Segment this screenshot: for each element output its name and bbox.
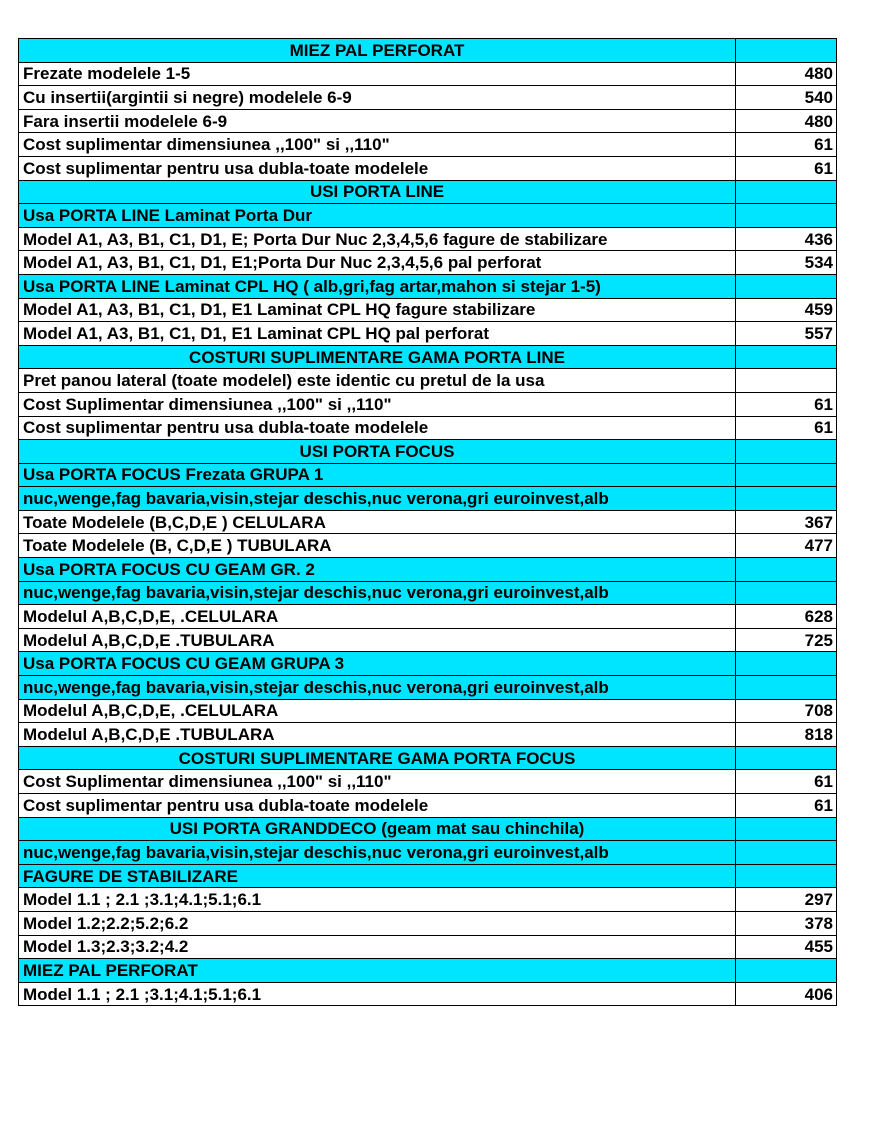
price-row xyxy=(19,416,837,440)
price-row xyxy=(19,935,837,959)
item-description: Frezate modelele 1-5 xyxy=(19,62,736,86)
item-price xyxy=(736,274,837,298)
price-row xyxy=(19,86,837,110)
section-title: USI PORTA GRANDDECO (geam mat sau chinchila) xyxy=(19,817,736,841)
item-price xyxy=(736,558,837,582)
item-price xyxy=(736,581,837,605)
subsection-row xyxy=(19,676,837,700)
price-row xyxy=(19,298,837,322)
item-price: 406 xyxy=(736,982,837,1006)
item-price xyxy=(736,746,837,770)
item-price xyxy=(736,864,837,888)
price-row xyxy=(19,794,837,818)
item-price xyxy=(736,676,837,700)
section-title: nuc,wenge,fag bavaria,visin,stejar deschis,nuc verona,gri euroinvest,alb xyxy=(19,676,736,700)
price-row xyxy=(19,699,837,723)
section-title: FAGURE DE STABILIZARE xyxy=(19,864,736,888)
subsection-row xyxy=(19,487,837,511)
section-title: Usa PORTA LINE Laminat Porta Dur xyxy=(19,204,736,228)
item-price: 725 xyxy=(736,628,837,652)
subsection-row xyxy=(19,558,837,582)
subsection-row xyxy=(19,864,837,888)
section-header-row xyxy=(19,180,837,204)
item-description: Modelul A,B,C,D,E, .CELULARA xyxy=(19,699,736,723)
item-description: Toate Modelele (B, C,D,E ) TUBULARA xyxy=(19,534,736,558)
section-title: USI PORTA LINE xyxy=(19,180,736,204)
item-price: 628 xyxy=(736,605,837,629)
subsection-row xyxy=(19,652,837,676)
item-price: 378 xyxy=(736,911,837,935)
price-row xyxy=(19,251,837,275)
subsection-row xyxy=(19,463,837,487)
section-header-row xyxy=(19,39,837,63)
item-description: Modelul A,B,C,D,E .TUBULARA xyxy=(19,723,736,747)
item-description: Model A1, A3, B1, C1, D1, E1 Laminat CPL HQ fagure stabilizare xyxy=(19,298,736,322)
section-title: COSTURI SUPLIMENTARE GAMA PORTA FOCUS xyxy=(19,746,736,770)
item-price: 61 xyxy=(736,156,837,180)
item-description: Cost suplimentar pentru usa dubla-toate modelele xyxy=(19,156,736,180)
item-price: 61 xyxy=(736,416,837,440)
section-title: nuc,wenge,fag bavaria,visin,stejar deschis,nuc verona,gri euroinvest,alb xyxy=(19,581,736,605)
item-price: 480 xyxy=(736,109,837,133)
item-description: Model 1.3;2.3;3.2;4.2 xyxy=(19,935,736,959)
item-description: Model 1.1 ; 2.1 ;3.1;4.1;5.1;6.1 xyxy=(19,982,736,1006)
table-body xyxy=(19,39,837,1006)
section-title: USI PORTA FOCUS xyxy=(19,440,736,464)
item-price xyxy=(736,180,837,204)
item-description: Toate Modelele (B,C,D,E ) CELULARA xyxy=(19,510,736,534)
item-price xyxy=(736,440,837,464)
price-row xyxy=(19,133,837,157)
section-header-row xyxy=(19,440,837,464)
item-description: Fara insertii modelele 6-9 xyxy=(19,109,736,133)
section-header-row xyxy=(19,817,837,841)
subsection-row xyxy=(19,204,837,228)
item-description: Model A1, A3, B1, C1, D1, E; Porta Dur Nuc 2,3,4,5,6 fagure de stabilizare xyxy=(19,227,736,251)
item-price: 557 xyxy=(736,322,837,346)
price-row xyxy=(19,156,837,180)
price-row xyxy=(19,392,837,416)
section-title: Usa PORTA FOCUS CU GEAM GR. 2 xyxy=(19,558,736,582)
price-row xyxy=(19,605,837,629)
item-description: Cu insertii(argintii si negre) modelele 6-9 xyxy=(19,86,736,110)
section-header-row xyxy=(19,345,837,369)
section-title: Usa PORTA FOCUS Frezata GRUPA 1 xyxy=(19,463,736,487)
item-description: Model A1, A3, B1, C1, D1, E1;Porta Dur Nuc 2,3,4,5,6 pal perforat xyxy=(19,251,736,275)
item-price xyxy=(736,652,837,676)
item-price: 459 xyxy=(736,298,837,322)
price-row xyxy=(19,510,837,534)
subsection-row xyxy=(19,841,837,865)
price-row xyxy=(19,62,837,86)
subsection-row xyxy=(19,959,837,983)
section-header-row xyxy=(19,746,837,770)
item-description: Pret panou lateral (toate modelel) este identic cu pretul de la usa xyxy=(19,369,736,393)
price-row xyxy=(19,109,837,133)
item-price xyxy=(736,841,837,865)
subsection-row xyxy=(19,581,837,605)
section-title: Usa PORTA LINE Laminat CPL HQ ( alb,gri,fag artar,mahon si stejar 1-5) xyxy=(19,274,736,298)
item-price xyxy=(736,369,837,393)
item-description: Cost suplimentar dimensiunea ,,100" si ,,110" xyxy=(19,133,736,157)
price-table xyxy=(18,38,837,1006)
section-title: MIEZ PAL PERFORAT xyxy=(19,959,736,983)
item-description: Cost Suplimentar dimensiunea ,,100" si ,,110" xyxy=(19,770,736,794)
item-price: 708 xyxy=(736,699,837,723)
price-row xyxy=(19,982,837,1006)
section-title: MIEZ PAL PERFORAT xyxy=(19,39,736,63)
price-row xyxy=(19,770,837,794)
price-row xyxy=(19,628,837,652)
item-price xyxy=(736,463,837,487)
subsection-row xyxy=(19,274,837,298)
item-price: 61 xyxy=(736,392,837,416)
item-price: 534 xyxy=(736,251,837,275)
item-price xyxy=(736,959,837,983)
item-description: Cost Suplimentar dimensiunea ,,100" si ,,110" xyxy=(19,392,736,416)
item-price: 540 xyxy=(736,86,837,110)
item-price: 436 xyxy=(736,227,837,251)
item-description: Modelul A,B,C,D,E .TUBULARA xyxy=(19,628,736,652)
item-description: Modelul A,B,C,D,E, .CELULARA xyxy=(19,605,736,629)
price-row xyxy=(19,227,837,251)
item-price: 477 xyxy=(736,534,837,558)
price-row xyxy=(19,534,837,558)
item-price: 480 xyxy=(736,62,837,86)
price-row xyxy=(19,723,837,747)
section-title: nuc,wenge,fag bavaria,visin,stejar deschis,nuc verona,gri euroinvest,alb xyxy=(19,487,736,511)
item-price: 61 xyxy=(736,770,837,794)
item-description: Model A1, A3, B1, C1, D1, E1 Laminat CPL HQ pal perforat xyxy=(19,322,736,346)
item-price xyxy=(736,817,837,841)
item-price: 455 xyxy=(736,935,837,959)
item-price xyxy=(736,487,837,511)
item-price xyxy=(736,204,837,228)
item-price: 367 xyxy=(736,510,837,534)
price-row xyxy=(19,888,837,912)
item-price: 818 xyxy=(736,723,837,747)
item-description: Model 1.2;2.2;5.2;6.2 xyxy=(19,911,736,935)
item-price xyxy=(736,345,837,369)
item-price: 297 xyxy=(736,888,837,912)
price-row xyxy=(19,322,837,346)
item-price xyxy=(736,39,837,63)
section-title: Usa PORTA FOCUS CU GEAM GRUPA 3 xyxy=(19,652,736,676)
price-row xyxy=(19,369,837,393)
price-row xyxy=(19,911,837,935)
item-price: 61 xyxy=(736,794,837,818)
item-description: Cost suplimentar pentru usa dubla-toate modelele xyxy=(19,794,736,818)
section-title: COSTURI SUPLIMENTARE GAMA PORTA LINE xyxy=(19,345,736,369)
item-description: Model 1.1 ; 2.1 ;3.1;4.1;5.1;6.1 xyxy=(19,888,736,912)
item-price: 61 xyxy=(736,133,837,157)
section-title: nuc,wenge,fag bavaria,visin,stejar deschis,nuc verona,gri euroinvest,alb xyxy=(19,841,736,865)
item-description: Cost suplimentar pentru usa dubla-toate modelele xyxy=(19,416,736,440)
